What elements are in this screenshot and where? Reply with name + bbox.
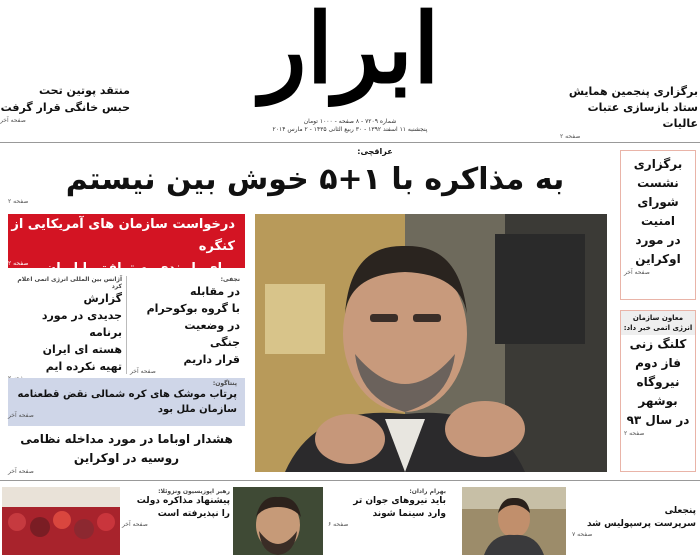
sidebar-bottom-line: کلنگ زنی (629, 337, 687, 351)
main-photo[interactable] (255, 214, 607, 472)
right-teaser-line2: ستاد بازسازی عتبات عالیات (587, 101, 698, 130)
radan-line1: باید نیروهای جوان تر (353, 496, 446, 506)
sidebar-security-council[interactable] (620, 150, 696, 300)
iaea-line: جدیدی در مورد (41, 309, 122, 322)
coach-image (462, 487, 566, 555)
bottom-thumb-protest[interactable] (2, 487, 120, 555)
radan-page: صفحه ۶ (328, 521, 349, 528)
main-headline[interactable]: به مذاکره با ۱+۵ خوش بین نیستم (65, 162, 565, 197)
pentagon-kicker: پنتاگون: (212, 380, 237, 387)
bokoharam-line: در وضعیت (184, 319, 240, 332)
masthead-divider (0, 142, 700, 143)
iaea-kicker: آژانس بین المللی انرژی اتمی اعلام کرد (17, 276, 122, 290)
sidebar-top-line: شورای (637, 195, 679, 209)
right-teaser[interactable] (560, 84, 698, 142)
sidebar-top-page: صفحه آخر (624, 269, 650, 276)
main-kicker: عراقچی: (357, 147, 393, 156)
red-story-line1: درخواست سازمان های آمریکایی از کنگره (11, 217, 235, 254)
bottom-thumb-radan[interactable] (233, 487, 323, 555)
perspolis-line1: سرپرست پرسپولیس شد (586, 519, 696, 529)
protest-image (2, 487, 120, 555)
bokoharam-line: با گروه بوکوحرام (146, 302, 240, 315)
perspolis-page: صفحه ۷ (572, 531, 593, 538)
bokoharam-story[interactable] (130, 276, 240, 375)
bokoharam-line: در مقابله (190, 285, 240, 298)
venezuela-kicker: رهبر اپوزیسیون ونزوئلا: (158, 488, 230, 495)
right-teaser-line1: برگزاری پنجمین همایش (568, 85, 698, 98)
pentagon-page: صفحه آخر (8, 412, 34, 419)
portrait-image (255, 214, 607, 472)
main-page: صفحه ۲ (8, 198, 29, 205)
left-teaser[interactable] (0, 82, 130, 126)
obama-line2: روسیه در اوکراین (73, 451, 180, 465)
obama-page: صفحه آخر (8, 468, 34, 475)
bokoharam-kicker: نجفی: (220, 276, 240, 283)
sidebar-bottom-line: بوشهر (638, 394, 678, 408)
venezuela-line2: را نپذیرفته است (157, 509, 230, 519)
venezuela-line1: پیشنهاد مذاکره دولت (136, 496, 230, 506)
obama-story[interactable] (8, 430, 245, 475)
pentagon-story[interactable] (8, 378, 245, 426)
venezuela-page: صفحه آخر (122, 521, 148, 528)
iaea-line: گزارش (83, 292, 122, 305)
bokoharam-line: قرار داریم (183, 353, 240, 366)
radan-line2: وارد سینما شوند (372, 509, 446, 519)
bottom-story-venezuela[interactable] (122, 488, 230, 528)
pentagon-line2: سازمان ملل بود (157, 404, 237, 415)
red-story[interactable] (8, 214, 245, 276)
sidebar-bushehr[interactable] (620, 310, 696, 472)
perspolis-kicker: پنجعلی (664, 506, 696, 516)
issue-date: پنجشنبه ۱۱ اسفند ۱۳۹۲ - ۳۰ ربیع الثانی ۱۴۳۵ - ۲ مارس ۲۰۱۴ (272, 126, 428, 133)
iaea-line: هسته ای ایران (42, 343, 122, 356)
red-story-line2: برای پایبندی به توافق با ایران (45, 261, 235, 276)
bottom-story-radan[interactable] (328, 488, 446, 528)
iaea-story[interactable] (8, 276, 122, 382)
issue-info: شماره ۷۲۰۹ - ۸ صفحه - ۱۰۰۰ تومان (303, 118, 397, 125)
iaea-line: برنامه (89, 326, 122, 339)
actor-image (233, 487, 323, 555)
sidebar-bottom-page: صفحه ۲ (624, 430, 645, 437)
left-teaser-line1: منتقد پوتین تحت (39, 84, 130, 97)
masthead (255, 0, 445, 140)
radan-kicker: بهرام رادان: (409, 488, 446, 495)
sidebar-bottom-line: نیروگاه (636, 375, 680, 389)
obama-line1: هشدار اوباما در مورد مداخله نظامی (20, 432, 233, 446)
column-divider (126, 276, 127, 374)
sidebar-top-line: امنیت (640, 214, 676, 228)
newspaper-logo: ابرار (260, 0, 440, 105)
bokoharam-line: جنگی (210, 336, 240, 349)
pentagon-line1: پرتاب موشک های کره شمالی نقض قطعنامه (17, 389, 237, 400)
sidebar-top-line: برگزاری (633, 157, 683, 171)
sidebar-bottom-line: فاز دوم (635, 356, 681, 370)
iaea-line: تهیه نکرده ایم (45, 360, 122, 373)
sidebar-bottom-kicker: معاون سازمان انرژی اتمی خبر داد: (621, 311, 695, 335)
left-teaser-page: صفحه آخر (0, 117, 26, 124)
bokoharam-page: صفحه آخر (130, 368, 156, 375)
sidebar-top-line: نشست (637, 176, 679, 190)
sidebar-bottom-line: در سال ۹۳ (626, 413, 690, 427)
sidebar-top-line: در مورد (635, 233, 681, 247)
red-story-page: صفحه ۲ (8, 260, 29, 267)
bottom-story-perspolis[interactable] (572, 505, 696, 538)
left-teaser-line2: حبس خانگی قرار گرفت (0, 101, 130, 114)
bottom-thumb-coach[interactable] (462, 487, 566, 555)
right-teaser-page: صفحه ۲ (560, 133, 581, 140)
sidebar-top-line: اوکراین (635, 252, 681, 266)
bottom-divider (0, 480, 700, 481)
